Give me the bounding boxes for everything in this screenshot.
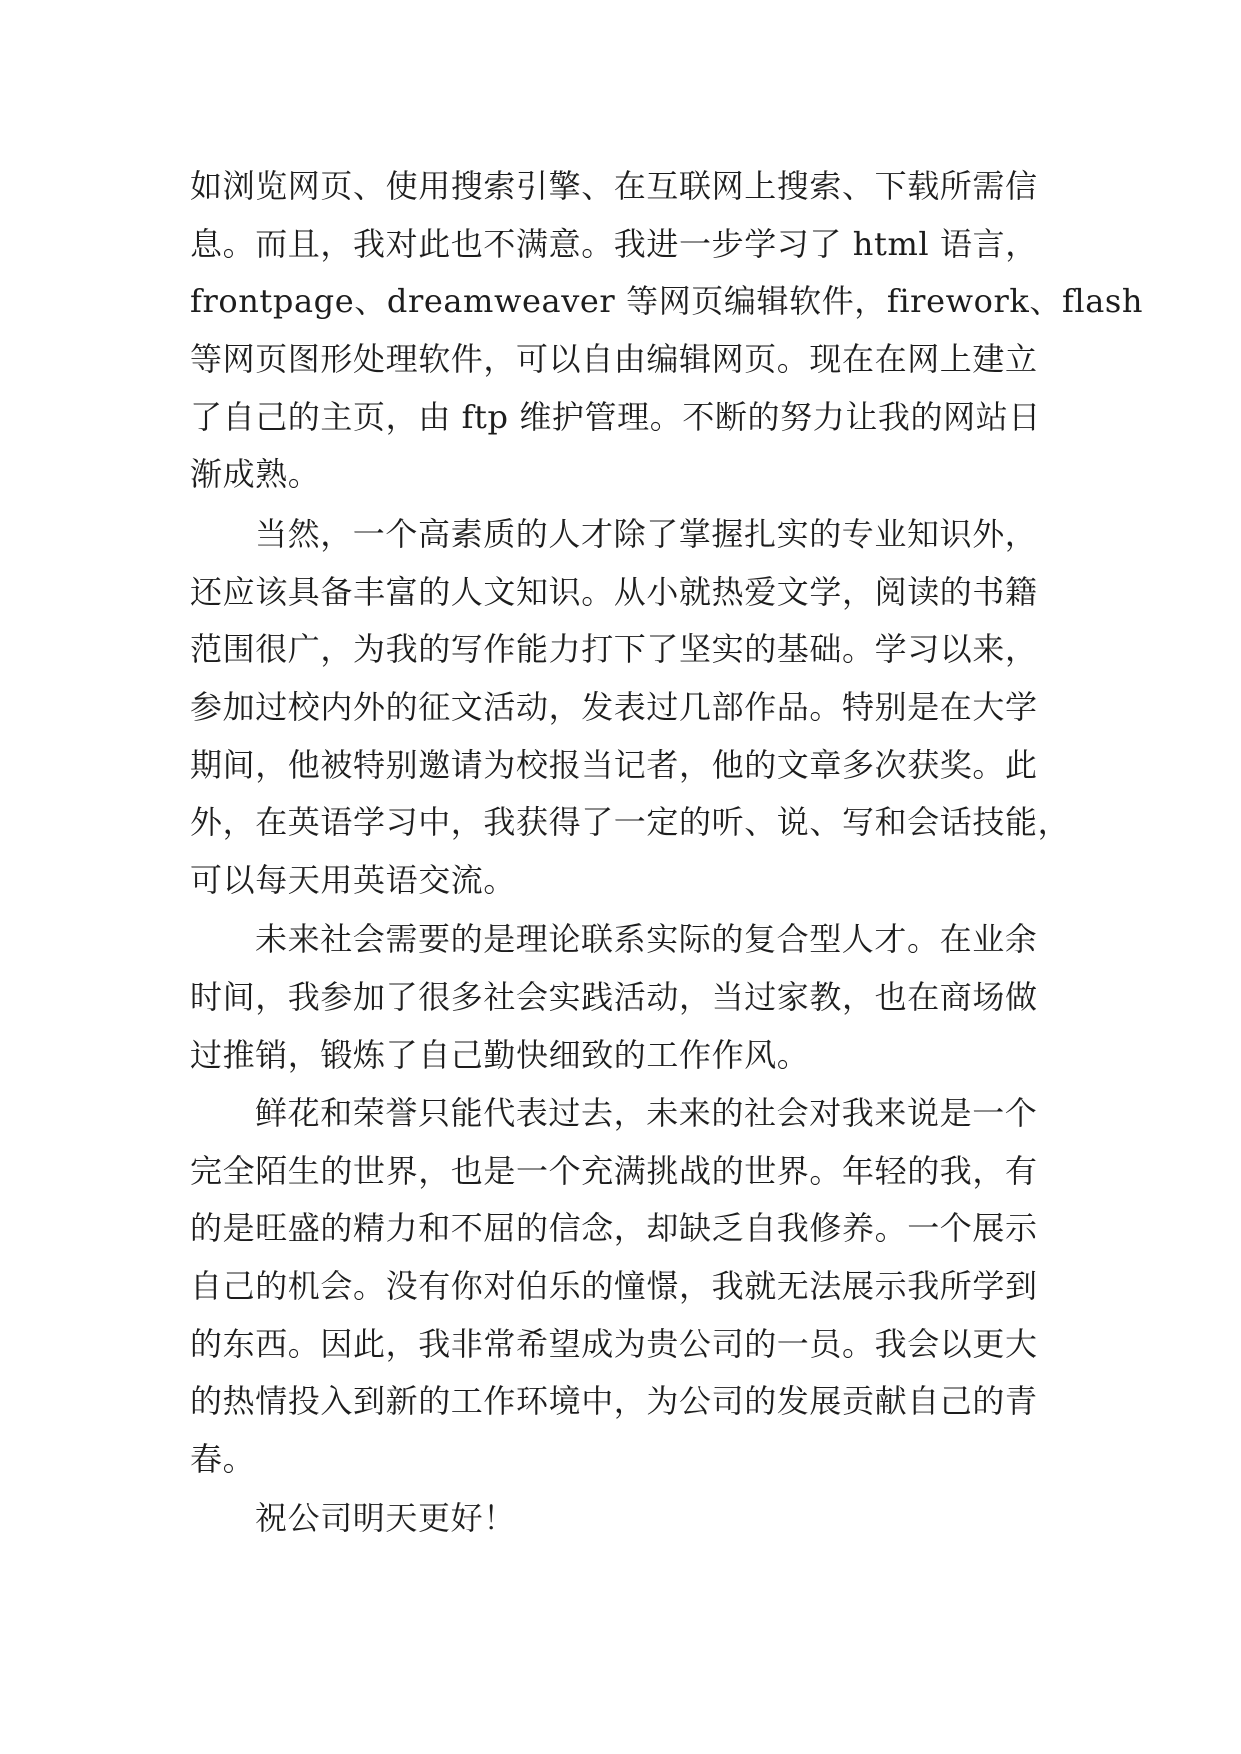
text-line: 息。而且，我对此也不满意。我进一步学习了 html 语言，	[190, 225, 1038, 263]
text-line: 过推销，锻炼了自己勤快细致的工作作风。	[190, 1036, 810, 1074]
text-line: 祝公司明天更好！	[255, 1499, 516, 1537]
text-line: 春。	[190, 1440, 256, 1478]
text-line: 自己的机会。没有你对伯乐的憧憬，我就无法展示我所学到	[190, 1267, 1038, 1305]
text-line: 外，在英语学习中，我获得了一定的听、说、写和会话技能，	[190, 803, 1071, 841]
text-line: 等网页图形处理软件，可以自由编辑网页。现在在网上建立	[190, 340, 1038, 378]
text-line: 参加过校内外的征文活动，发表过几部作品。特别是在大学	[190, 688, 1038, 726]
text-line: 的东西。因此，我非常希望成为贵公司的一员。我会以更大	[190, 1325, 1038, 1363]
text-line: 还应该具备丰富的人文知识。从小就热爱文学，阅读的书籍	[190, 573, 1038, 611]
text-line: 未来社会需要的是理论联系实际的复合型人才。在业余	[255, 920, 1038, 958]
text-line: 可以每天用英语交流。	[190, 861, 517, 899]
text-line: 的是旺盛的精力和不屈的信念，却缺乏自我修养。一个展示	[190, 1209, 1038, 1247]
text-line: 当然，一个高素质的人才除了掌握扎实的专业知识外，	[255, 515, 1038, 553]
text-line: 时间，我参加了很多社会实践活动，当过家教，也在商场做	[190, 978, 1038, 1016]
text-line: 了自己的主页，由 ftp 维护管理。不断的努力让我的网站日	[190, 398, 1041, 436]
text-line: 期间，他被特别邀请为校报当记者，他的文章多次获奖。此	[190, 746, 1038, 784]
text-line: 如浏览网页、使用搜索引擎、在互联网上搜索、下载所需信	[190, 167, 1038, 205]
text-line: 鲜花和荣誉只能代表过去，未来的社会对我来说是一个	[255, 1094, 1038, 1132]
text-line: frontpage、dreamweaver 等网页编辑软件，firework、flash	[190, 282, 1144, 320]
text-line: 范围很广，为我的写作能力打下了坚实的基础。学习以来，	[190, 630, 1038, 668]
text-line: 的热情投入到新的工作环境中，为公司的发展贡献自己的青	[190, 1382, 1038, 1420]
text-line: 渐成熟。	[190, 455, 321, 493]
text-line: 完全陌生的世界，也是一个充满挑战的世界。年轻的我，有	[190, 1152, 1038, 1190]
